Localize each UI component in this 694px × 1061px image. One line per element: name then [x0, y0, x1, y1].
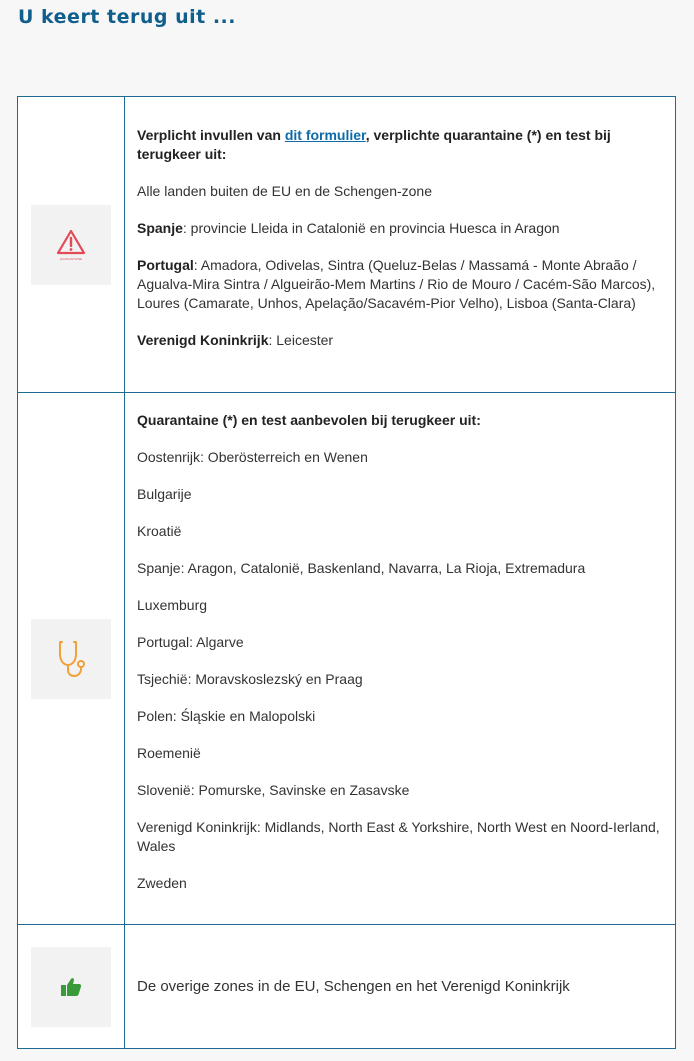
list-item: Polen: Śląskie en Malopolski — [137, 707, 316, 724]
icon-cell — [18, 925, 125, 1049]
icon-tile — [31, 205, 111, 285]
list-item: Slovenië: Pomurske, Savinske en Zasavske — [137, 781, 410, 798]
icon-tile — [31, 619, 111, 699]
item-text: : Amadora, Odivelas, Sintra (Queluz-Belas / Massamá - Monte Abraão / Agualva-Mira Sintra / Algueirão-Mem Martins / Rio de Mouro / Cacém-São Marcos), Loures (Camarate, Unhos, Apelação/Sacavém-Pior Velho), Lisboa (Santa-Clara) — [137, 256, 656, 311]
content-cell — [125, 97, 676, 393]
list-item: Roemenië — [137, 744, 201, 761]
list-item: Bulgarije — [137, 485, 192, 502]
list-item: Tsjechië: Moravskoslezský en Praag — [137, 670, 363, 687]
list-item: Portugal: Algarve — [137, 633, 244, 650]
form-link[interactable]: dit formulier — [284, 126, 366, 143]
heading-text: Verplicht invullen van — [137, 126, 285, 143]
list-item — [137, 331, 663, 350]
list-item: Luxemburg — [137, 596, 208, 613]
thumbs-up-icon — [60, 977, 82, 997]
table-row-mandatory — [18, 97, 676, 393]
item-text: : Leicester — [268, 331, 334, 348]
item-text: Alle landen buiten de EU en de Schengen-zone — [137, 182, 432, 199]
list-item: Kroatië — [137, 522, 182, 539]
icon-caption: QUARANTAINE — [59, 256, 83, 261]
content-cell — [125, 925, 676, 1049]
list-item: Spanje: Aragon, Catalonië, Baskenland, Navarra, La Rioja, Extremadura — [137, 559, 586, 576]
icon-cell — [18, 97, 125, 393]
list-item — [137, 219, 663, 238]
content-cell — [125, 393, 676, 925]
table-row-other — [18, 925, 676, 1049]
page-title: U keert terug uit ... — [18, 6, 236, 28]
icon-cell — [18, 393, 125, 925]
list-item: Oostenrijk: Oberösterreich en Wenen — [137, 448, 368, 465]
item-text: : provincie Lleida in Catalonië en provincia Huesca in Aragon — [182, 219, 560, 236]
icon-tile — [31, 947, 111, 1027]
other-zones-text: De overige zones in de EU, Schengen en het Verenigd Koninkrijk — [137, 978, 570, 995]
row-heading — [137, 126, 663, 164]
heading-text: , verplichte quarantaine (*) en test bij terugkeer uit: — [137, 126, 611, 162]
travel-zones-table — [17, 96, 676, 1049]
list-item: Zweden — [137, 874, 187, 891]
list-item — [137, 256, 663, 313]
item-label: Portugal — [137, 256, 194, 273]
table-row-recommended — [18, 393, 676, 925]
stethoscope-icon — [55, 639, 87, 679]
warning-triangle-icon — [56, 229, 86, 255]
list-item: Verenigd Koninkrijk: Midlands, North East & Yorkshire, North West en Noord-Ierland, Wales — [137, 818, 660, 854]
row-heading: Quarantaine (*) en test aanbevolen bij terugkeer uit: — [137, 411, 481, 428]
item-label: Verenigd Koninkrijk — [137, 331, 269, 348]
item-label: Spanje — [137, 219, 183, 236]
list-item — [137, 182, 663, 201]
